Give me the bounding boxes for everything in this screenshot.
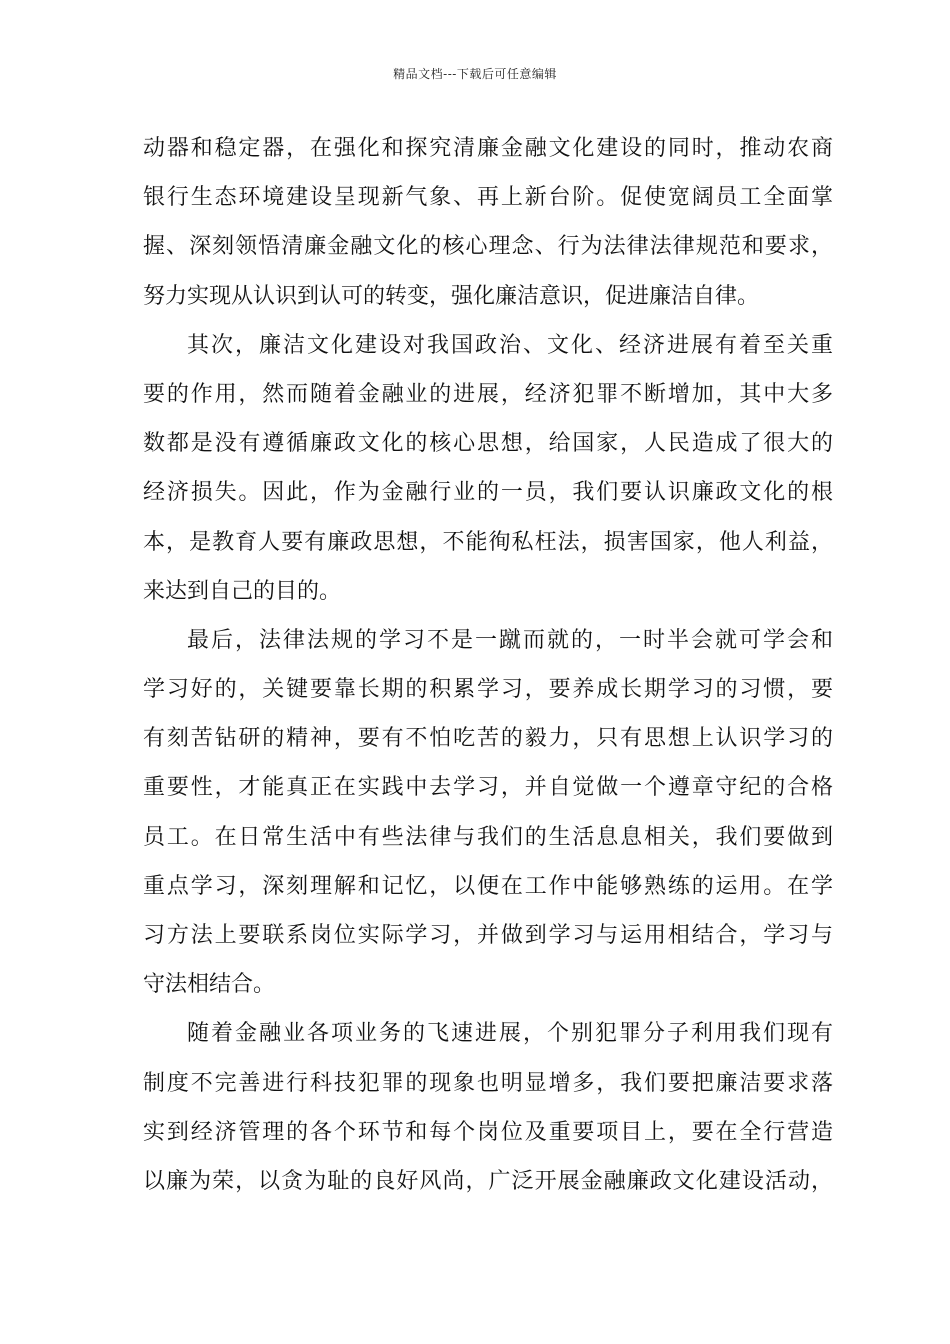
paragraph-3 <box>143 616 833 1010</box>
page-header: 精品文档---下载后可任意编辑 <box>393 67 557 81</box>
text-line: 有刻苦钻研的精神，要有不怕吃苦的毅力，只有思想上认识学习的 <box>143 726 833 752</box>
text-line: 最后，法律法规的学习不是一蹴而就的，一时半会就可学会和 <box>187 627 833 653</box>
text-line: 重点学习，深刻理解和记忆，以便在工作中能够熟练的运用。在学 <box>143 873 833 899</box>
text-line: 数都是没有遵循廉政文化的核心思想，给国家，人民造成了很大的 <box>143 431 833 457</box>
text-line: 经济损失。因此，作为金融行业的一员，我们要认识廉政文化的根 <box>143 480 833 506</box>
paragraph-1 <box>143 124 833 321</box>
text-line: 习方法上要联系岗位实际学习，并做到学习与运用相结合，学习与 <box>143 923 833 948</box>
text-line: 制度不完善进行科技犯罪的现象也明显增多，我们要把廉洁要求落 <box>143 1070 833 1096</box>
text-line: 员工。在日常生活中有些法律与我们的生活息息相关，我们要做到 <box>143 824 833 850</box>
text-line: 学习好的，关键要靠长期的积累学习，要养成长期学习的习惯，要 <box>143 677 833 703</box>
document-body <box>143 124 833 1206</box>
paragraph-4 <box>143 1009 833 1206</box>
paragraph-2 <box>143 321 833 616</box>
text-line: 动器和稳定器，在强化和探究清廉金融文化建设的同时，推动农商 <box>143 136 833 161</box>
text-line: 本，是教育人要有廉政思想，不能徇私枉法，损害国家，他人利益， <box>143 529 833 555</box>
text-line: 来达到自己的目的。 <box>143 578 342 604</box>
text-line: 重要性，才能真正在实践中去学习，并自觉做一个遵章守纪的合格 <box>143 775 833 801</box>
text-line: 以廉为荣，以贪为耻的良好风尚，广泛开展金融廉政文化建设活动， <box>143 1168 833 1194</box>
text-line: 守法相结合。 <box>143 972 276 998</box>
text-line: 实到经济管理的各个环节和每个岗位及重要项目上，要在全行营造 <box>143 1119 833 1145</box>
text-line: 握、深刻领悟清廉金融文化的核心理念、行为法律法律规范和要求， <box>143 234 833 260</box>
text-line: 其次，廉洁文化建设对我国政治、文化、经济进展有着至关重 <box>187 332 833 358</box>
text-line: 银行生态环境建设呈现新气象、再上新台阶。促使宽阔员工全面掌 <box>143 185 833 211</box>
text-line: 努力实现从认识到认可的转变，强化廉洁意识，促进廉洁自律。 <box>143 283 760 309</box>
text-line: 要的作用，然而随着金融业的进展，经济犯罪不断增加，其中大多 <box>143 381 833 407</box>
text-line: 随着金融业各项业务的飞速进展，个别犯罪分子利用我们现有 <box>187 1021 833 1047</box>
